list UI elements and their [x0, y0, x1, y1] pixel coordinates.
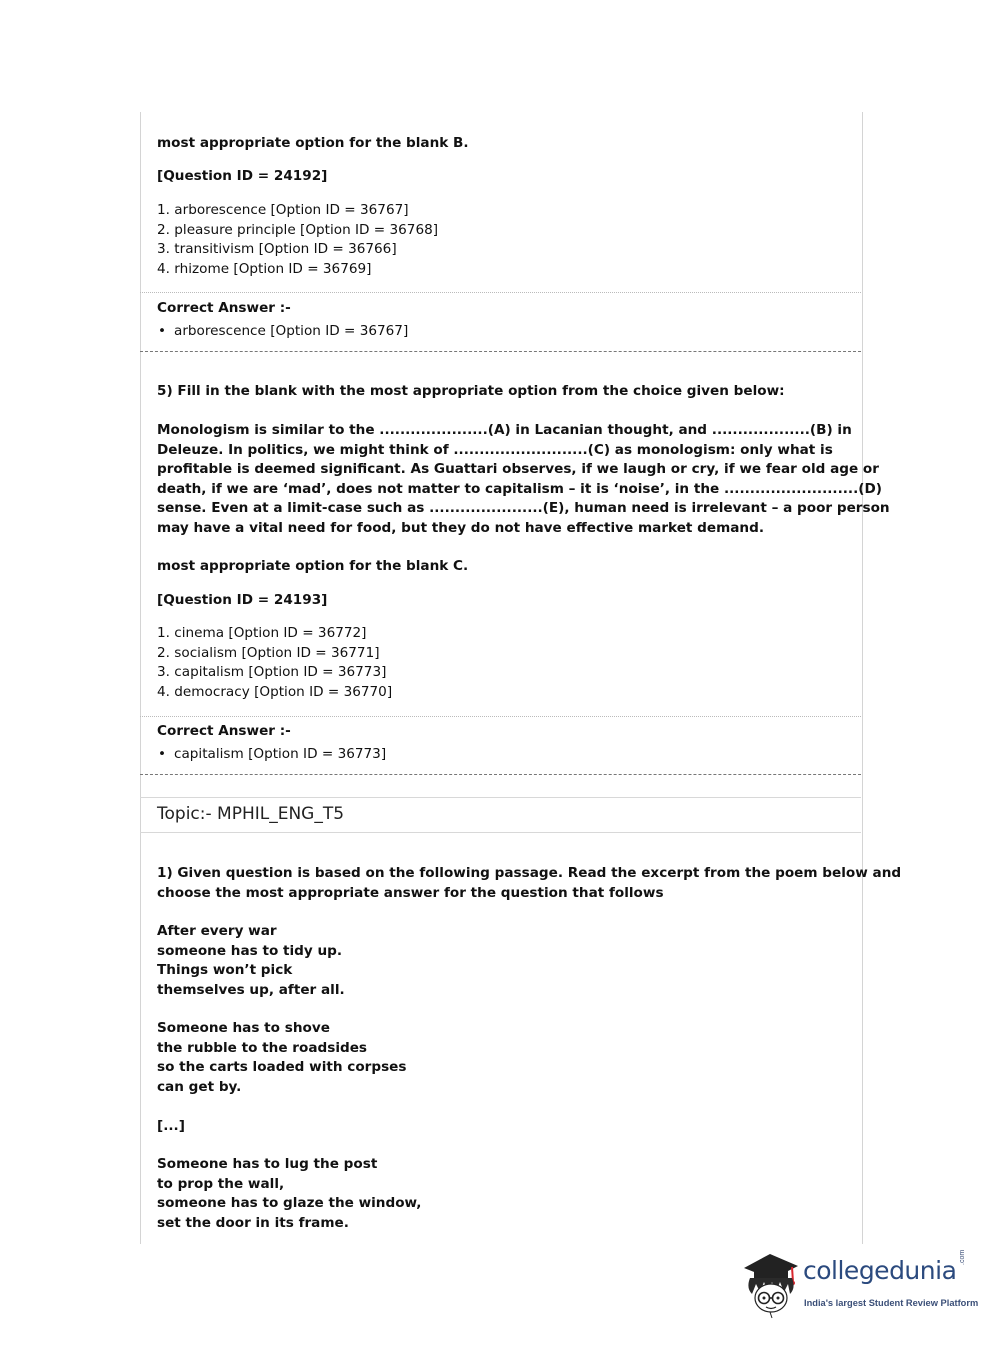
- poem-line: so the carts loaded with corpses: [157, 1059, 407, 1075]
- option-item[interactable]: 3. transitivism [Option ID = 36766]: [157, 241, 397, 257]
- poem-line: Things won’t pick: [157, 962, 293, 978]
- brand-tagline: India's largest Student Review Platform: [804, 1298, 979, 1308]
- poem-line: to prop the wall,: [157, 1175, 285, 1192]
- divider: [140, 292, 861, 293]
- poem-line: Someone has to shove: [157, 1020, 330, 1036]
- poem-line: Someone has to lug the post: [157, 1156, 378, 1172]
- poem-line: set the door in its frame.: [157, 1214, 349, 1231]
- correct-answer-item: • capitalism [Option ID = 36773]: [157, 745, 386, 765]
- passage-line: profitable is deemed significant. As Guattari observes, if we laugh or cry, if we fear old age or: [157, 461, 879, 477]
- option-item[interactable]: 4. rhizome [Option ID = 36769]: [157, 260, 372, 277]
- passage-line: Monologism is similar to the .....................(A) in Lacanian thought, and ...................(B) in: [157, 422, 852, 438]
- option-item[interactable]: 2. socialism [Option ID = 36771]: [157, 644, 380, 661]
- question-separator: [140, 351, 861, 352]
- correct-answer-label: Correct Answer :-: [157, 300, 291, 316]
- option-item[interactable]: 1. arborescence [Option ID = 36767]: [157, 202, 409, 218]
- correct-answer-label: Correct Answer :-: [157, 723, 291, 739]
- topic-title: Topic:- MPHIL_ENG_T5: [157, 804, 345, 824]
- question-heading: 5) Fill in the blank with the most appropriate option from the choice given below:: [157, 383, 785, 399]
- poem-ellipsis: [...]: [157, 1118, 185, 1134]
- passage-line: sense. Even at a limit-case such as ......................(E), human need is irrelevant – a poor person: [157, 500, 890, 516]
- poem-line: someone has to tidy up.: [157, 942, 343, 959]
- passage-line: may have a vital need for food, but they do not have effective market demand.: [157, 519, 765, 536]
- heading-line: 1) Given question is based on the following passage. Read the excerpt from the poem below and: [157, 865, 902, 881]
- question-stem-tail: most appropriate option for the blank C.: [157, 558, 469, 574]
- option-item[interactable]: 4. democracy [Option ID = 36770]: [157, 683, 393, 700]
- mascot-icon: [740, 1248, 802, 1320]
- correct-answer-item: • arborescence [Option ID = 36767]: [157, 322, 408, 342]
- collegedunia-logo[interactable]: [740, 1248, 979, 1320]
- poem-line: someone has to glaze the window,: [157, 1195, 422, 1211]
- question-id: [Question ID = 24193]: [157, 592, 328, 608]
- poem-stanza: [157, 1155, 421, 1233]
- brand-domain: .com: [959, 1249, 966, 1265]
- topic-band-bottom: [140, 832, 861, 833]
- option-list: [157, 201, 438, 279]
- option-list: [157, 624, 392, 702]
- poem-stanza: [157, 922, 345, 1000]
- correct-answer-list: [157, 322, 408, 342]
- divider: [140, 716, 861, 717]
- heading-line: choose the most appropriate answer for the question that follows: [157, 884, 664, 901]
- poem-line: can get by.: [157, 1078, 242, 1095]
- option-item[interactable]: 1. cinema [Option ID = 36772]: [157, 625, 367, 641]
- brand-name: collegedunia: [803, 1256, 957, 1285]
- question-separator: [140, 774, 861, 775]
- topic-band-top: [140, 797, 861, 798]
- question-passage: [157, 421, 890, 538]
- passage-line: Deleuze. In politics, we might think of ..........................(C) as monologism: only what is: [157, 441, 833, 458]
- question-id: [Question ID = 24192]: [157, 168, 328, 184]
- poem-stanza: [157, 1019, 407, 1097]
- passage-line: death, if we are ‘mad’, does not matter to capitalism – it is ‘noise’, in the ..........................(D): [157, 480, 882, 497]
- poem-line: themselves up, after all.: [157, 981, 345, 998]
- question-stem-tail: most appropriate option for the blank B.: [157, 135, 469, 151]
- poem-line: After every war: [157, 923, 277, 939]
- question-heading: [157, 864, 901, 903]
- poem-line: the rubble to the roadsides: [157, 1039, 368, 1056]
- correct-answer-list: [157, 745, 386, 765]
- option-item[interactable]: 2. pleasure principle [Option ID = 36768]: [157, 221, 439, 238]
- option-item[interactable]: 3. capitalism [Option ID = 36773]: [157, 664, 387, 680]
